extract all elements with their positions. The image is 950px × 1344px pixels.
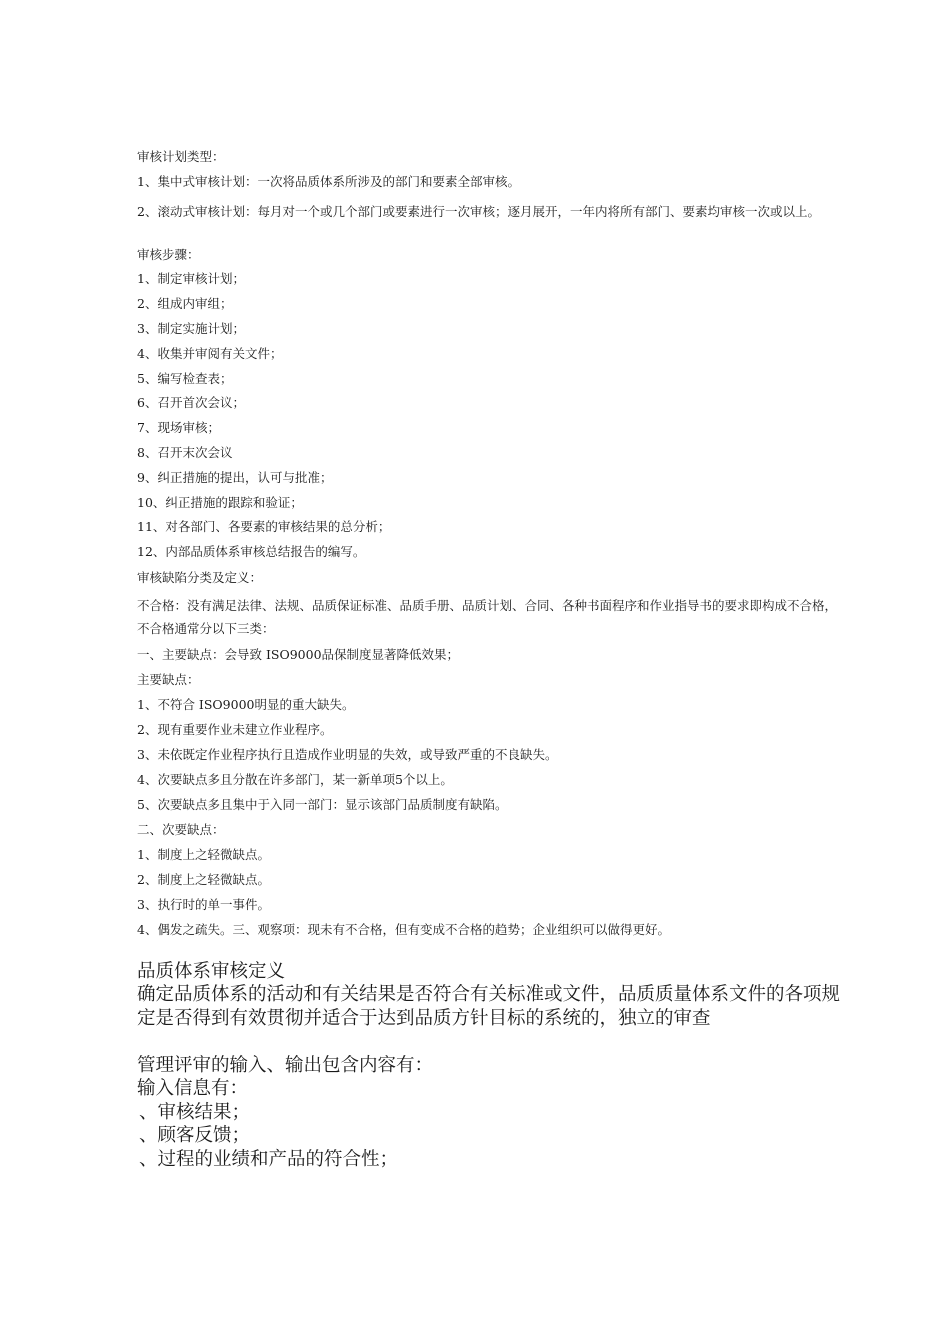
minor-defect-heading: 二、次要缺点：: [137, 821, 225, 837]
minor-defect-item: 2、制度上之轻微缺点。: [137, 871, 270, 887]
plan-types-section: [137, 145, 842, 223]
minor-defect-item: 3、执行时的单一事件。: [137, 896, 270, 912]
major-defect-item: 4、次要缺点多且分散在许多部门，某一新单项5个以上。: [137, 771, 453, 787]
audit-step-item: 2、组成内审组；: [137, 296, 233, 312]
input-item: 、审核结果；: [139, 1101, 251, 1123]
minor-defect-item: 4、偶发之疏失。三、观察项：现未有不合格，但有变成不合格的趋势；企业组织可以做得更好。: [137, 921, 670, 937]
audit-step-item: 8、召开末次会议: [137, 444, 233, 460]
audit-step-item: 12、内部品质体系审核总结报告的编写。: [137, 544, 366, 560]
audit-step-item: 7、现场审核；: [137, 420, 220, 436]
major-defect-intro: 一、主要缺点：会导致 ISO9000品保制度显著降低效果；: [137, 646, 460, 662]
major-defect-item: 3、未依既定作业程序执行且造成作业明显的失效，或导致严重的不良缺失。: [137, 746, 558, 762]
audit-step-item: 3、制定实施计划；: [137, 320, 245, 336]
defects-section: [137, 565, 842, 942]
audit-step-item: 6、召开首次会议；: [137, 395, 245, 411]
spacer: [137, 223, 842, 243]
nonconformity-definition: 不合格：没有满足法律、法规、品质保证标准、品质手册、品质计划、合同、各种书面程序和作业指导书的要求即构成不合格，不合格通常分以下三类：: [137, 597, 838, 636]
audit-step-item: 10、纠正措施的跟踪和验证；: [137, 494, 303, 510]
audit-step-item: 1、制定审核计划；: [137, 271, 245, 287]
plan-types-heading: 审核计划类型：: [137, 149, 225, 164]
plan-type-item: 2、滚动式审核计划：每月对一个或几个部门或要素进行一次审核；逐月展开，一年内将所有部门、要素均审核一次或以上。: [137, 203, 820, 219]
audit-step-item: 5、编写检查表；: [137, 370, 233, 386]
audit-step-item: 4、收集并审阅有关文件；: [137, 345, 283, 361]
document-page: [137, 145, 842, 1171]
spacer: [137, 1030, 842, 1054]
input-heading: 输入信息有：: [137, 1078, 249, 1100]
major-defect-heading: 主要缺点：: [137, 671, 200, 687]
input-item: 、顾客反馈；: [139, 1125, 251, 1147]
management-review-title: 管理评审的输入、输出包含内容有：: [137, 1054, 434, 1076]
major-defect-item: 1、不符合 ISO9000明显的重大缺失。: [137, 696, 355, 712]
audit-step-item: 9、纠正措施的提出，认可与批准；: [137, 469, 333, 485]
audit-step-item: 11、对各部门、各要素的审核结果的总分析；: [137, 519, 391, 535]
definition-title: 品质体系审核定义: [137, 960, 286, 982]
minor-defect-item: 1、制度上之轻微缺点。: [137, 846, 270, 862]
defects-heading: 审核缺陷分类及定义：: [137, 569, 263, 585]
definition-text: 确定品质体系的活动和有关结果是否符合有关标准或文件，品质质量体系文件的各项规定是否得到有效贯彻并适合于达到品质方针目标的系统的，独立的审查: [137, 984, 841, 1029]
plan-type-item: 1、集中式审核计划：一次将品质体系所涉及的部门和要素全部审核。: [137, 173, 520, 189]
definition-section: [137, 960, 842, 1172]
major-defect-item: 5、次要缺点多且集中于入同一部门：显示该部门品质制度有缺陷。: [137, 796, 508, 812]
input-item: 、过程的业绩和产品的符合性；: [139, 1148, 399, 1170]
major-defect-item: 2、现有重要作业未建立作业程序。: [137, 721, 333, 737]
audit-steps-section: [137, 243, 842, 565]
audit-steps-heading: 审核步骤：: [137, 246, 200, 262]
